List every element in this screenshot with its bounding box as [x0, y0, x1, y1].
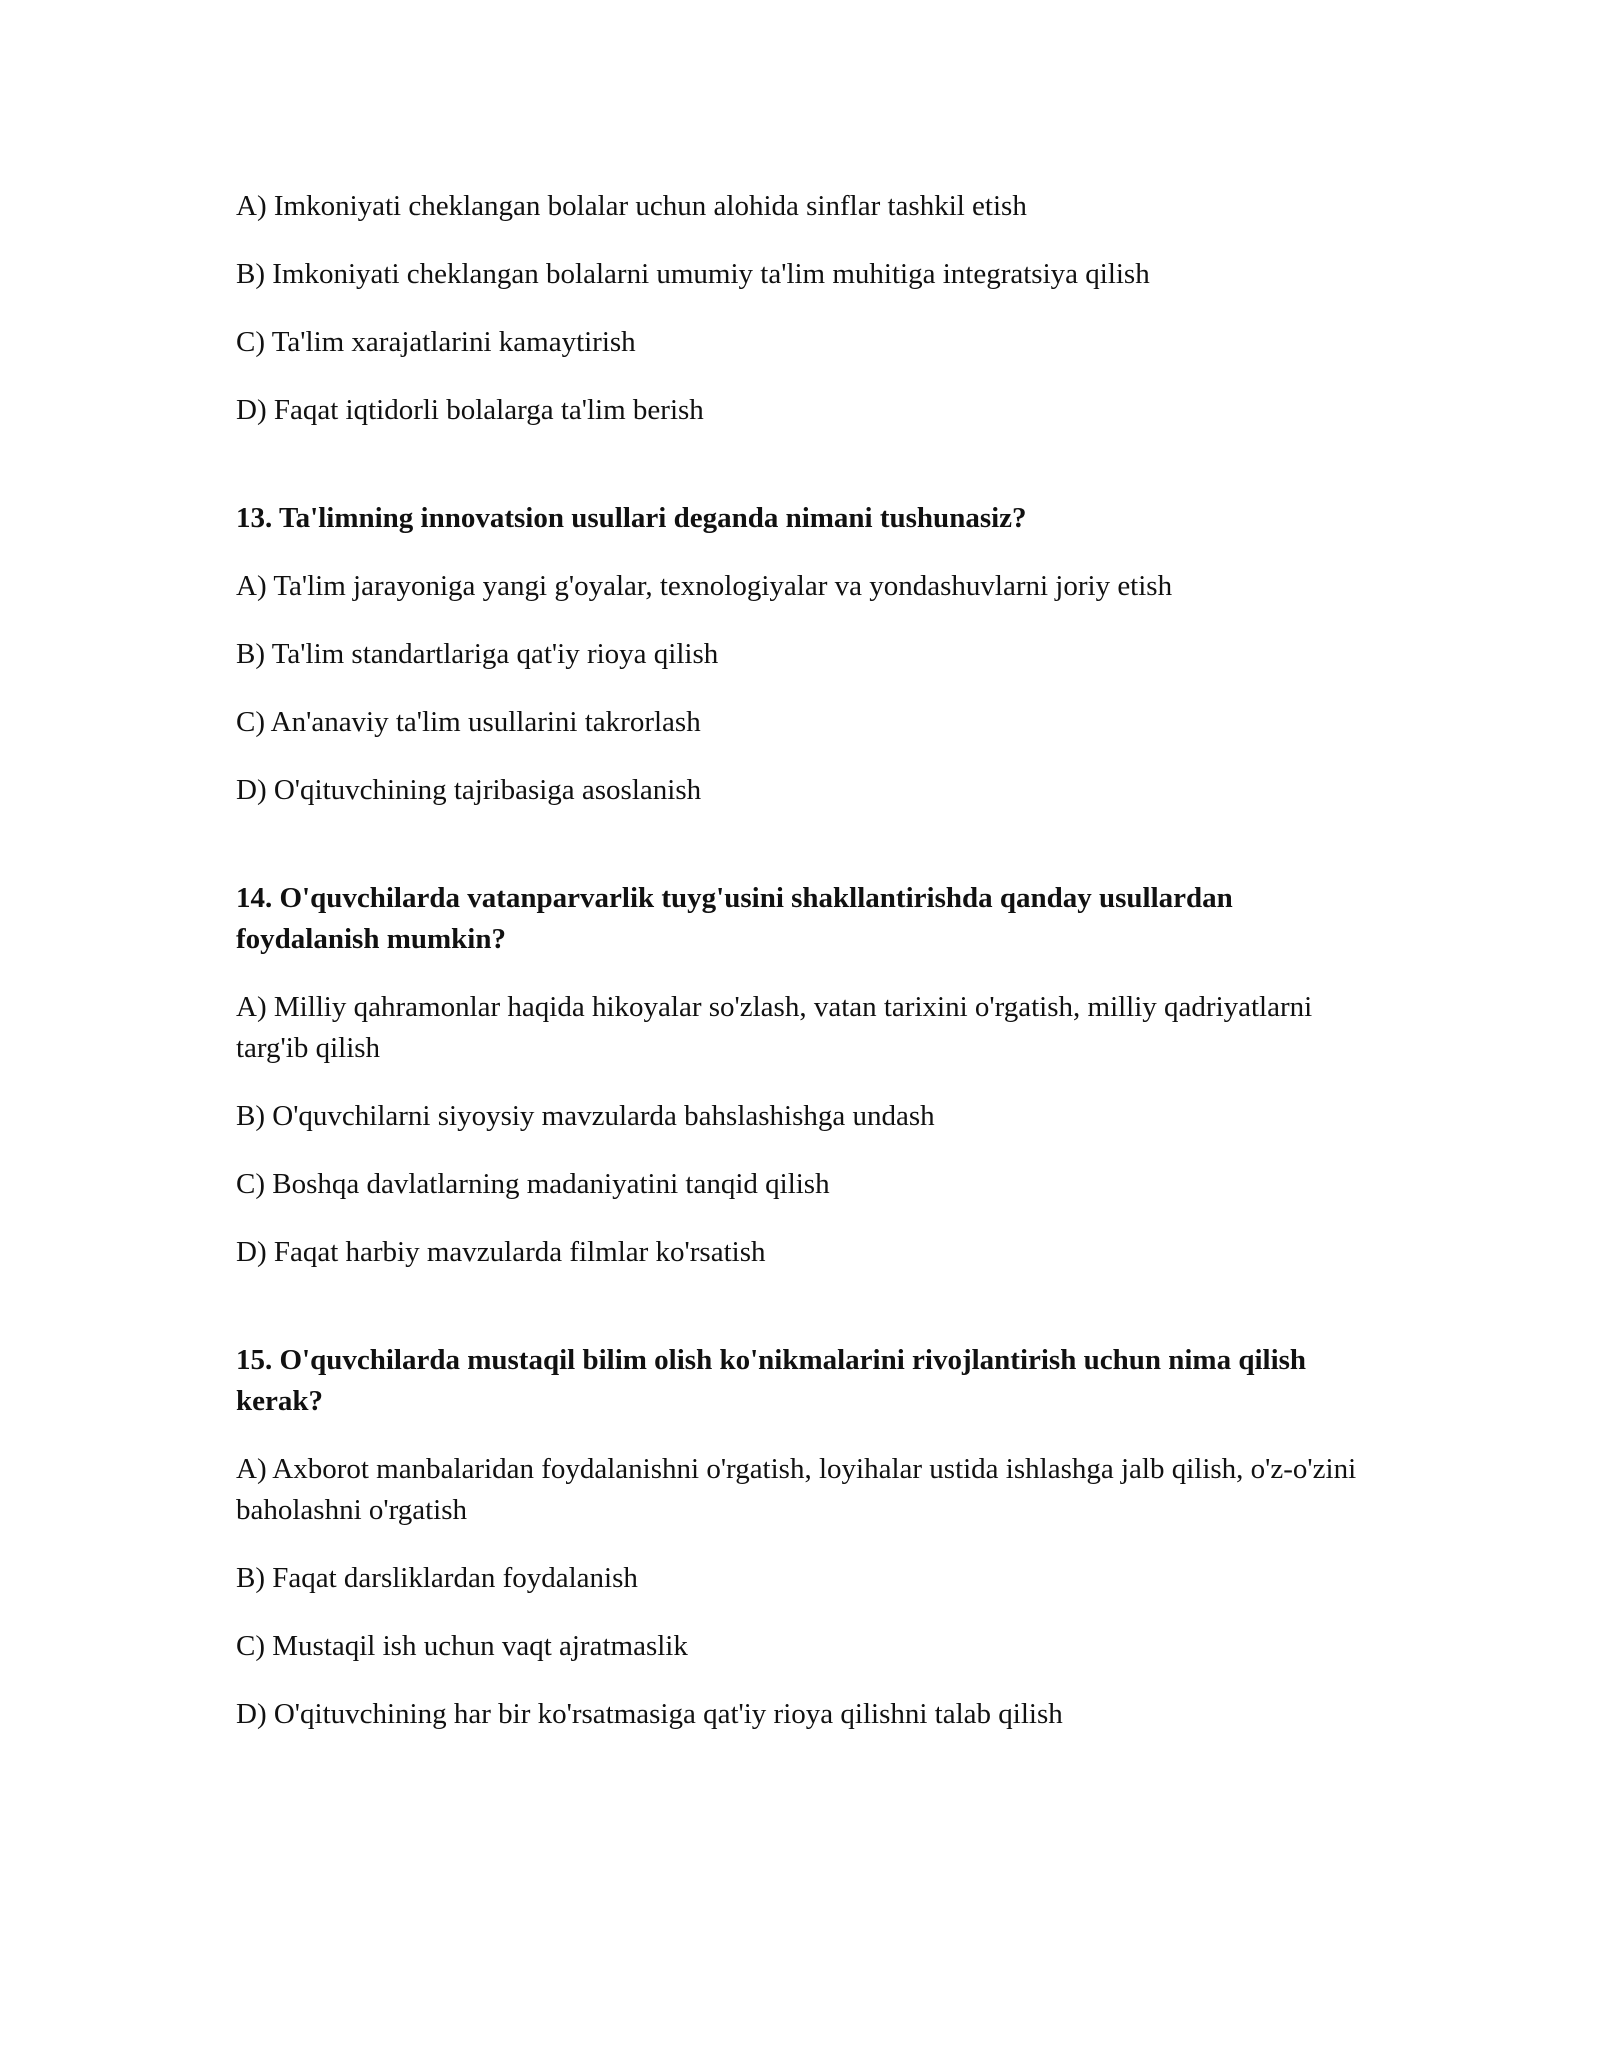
question-block-15	[236, 1340, 1366, 1735]
answer-option-b: B) Imkoniyati cheklangan bolalarni umumiy ta'lim muhitiga integratsiya qilish	[236, 258, 1150, 290]
question-heading: 15. O'quvchilarda mustaqil bilim olish ko'nikmalarini rivojlantirish uchun nima qilish kerak?	[236, 1344, 1307, 1417]
answer-option-c: C) An'anaviy ta'lim usullarini takrorlash	[236, 706, 701, 738]
answer-option-d: D) O'qituvchining tajribasiga asoslanish	[236, 774, 702, 806]
answer-option-a: A) Axborot manbalaridan foydalanishni o'rgatish, loyihalar ustida ishlashga jalb qilish, o'z-o'zini baholashni o'rgatish	[236, 1453, 1357, 1526]
answer-option-a: A) Milliy qahramonlar haqida hikoyalar so'zlash, vatan tarixini o'rgatish, milliy qadriyatlarni targ'ib qilish	[236, 991, 1313, 1064]
answer-option-c: C) Mustaqil ish uchun vaqt ajratmaslik	[236, 1630, 688, 1662]
question-block-13	[236, 498, 1366, 811]
question-block-14	[236, 878, 1366, 1273]
answer-option-d: D) O'qituvchining har bir ko'rsatmasiga qat'iy rioya qilishni talab qilish	[236, 1698, 1063, 1730]
answer-option-a: A) Ta'lim jarayoniga yangi g'oyalar, texnologiyalar va yondashuvlarni joriy etish	[236, 570, 1173, 602]
answer-option-d: D) Faqat harbiy mavzularda filmlar ko'rsatish	[236, 1236, 766, 1268]
answer-option-c: C) Ta'lim xarajatlarini kamaytirish	[236, 326, 636, 358]
answer-option-a: A) Imkoniyati cheklangan bolalar uchun alohida sinflar tashkil etish	[236, 190, 1027, 222]
answer-option-b: B) Faqat darsliklardan foydalanish	[236, 1562, 638, 1594]
answer-option-b: B) O'quvchilarni siyoysiy mavzularda bahslashishga undash	[236, 1100, 935, 1132]
document-content	[236, 186, 1366, 1762]
question-heading: 13. Ta'limning innovatsion usullari deganda nimani tushunasiz?	[236, 502, 1027, 534]
question-block-12	[236, 186, 1366, 431]
answer-option-b: B) Ta'lim standartlariga qat'iy rioya qilish	[236, 638, 719, 670]
answer-option-c: C) Boshqa davlatlarning madaniyatini tanqid qilish	[236, 1168, 830, 1200]
question-heading: 14. O'quvchilarda vatanparvarlik tuyg'usini shakllantirishda qanday usullardan foydalanish mumkin?	[236, 882, 1233, 955]
answer-option-d: D) Faqat iqtidorli bolalarga ta'lim berish	[236, 394, 704, 426]
